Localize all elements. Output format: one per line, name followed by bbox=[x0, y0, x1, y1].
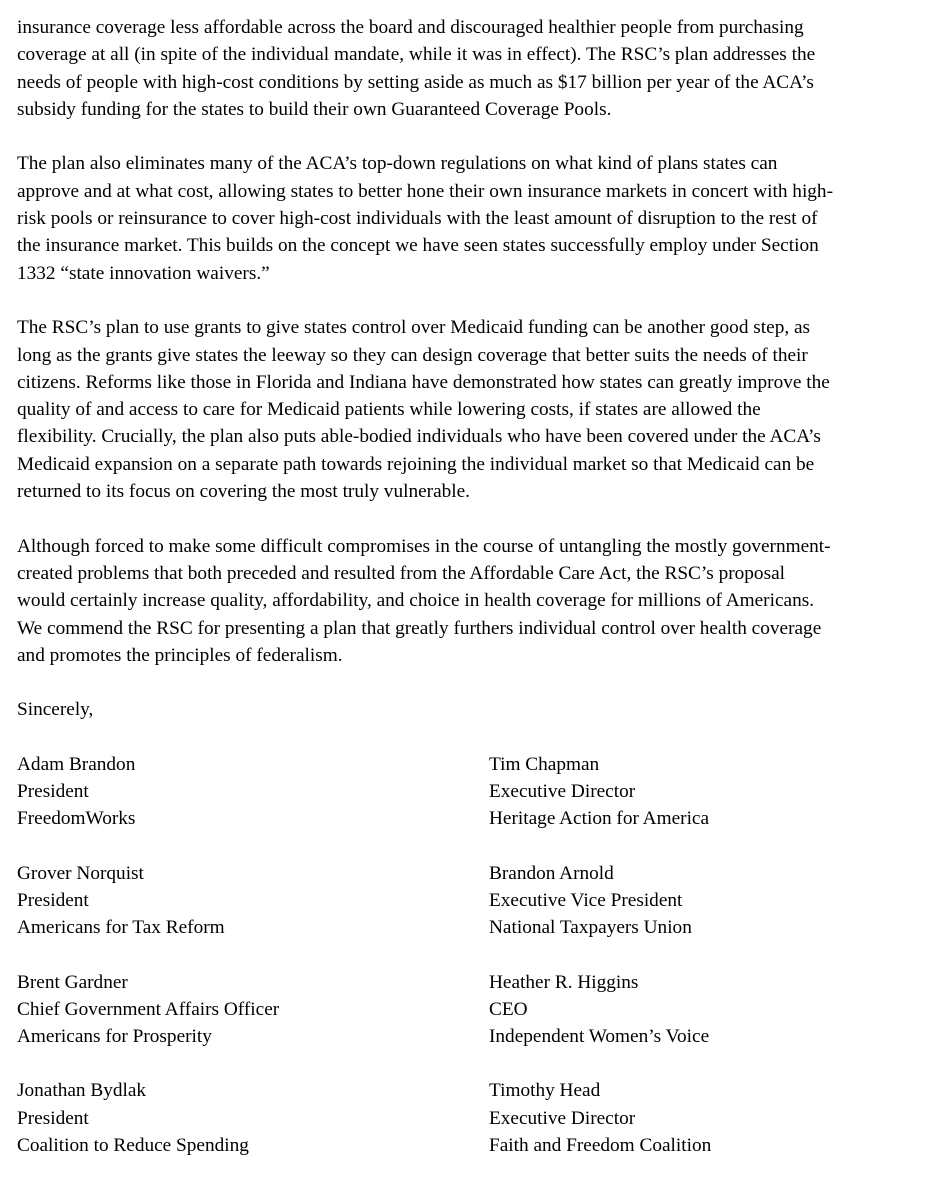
text-line: coverage at all (in spite of the individual mandate, while it was in effect). The RSC’s plan addresses the bbox=[17, 44, 816, 66]
text-line: 1332 “state innovation waivers.” bbox=[17, 262, 270, 284]
text-line: the insurance market. This builds on the concept we have seen states successfully employ under Section bbox=[17, 235, 819, 257]
letter-page bbox=[17, 14, 915, 1159]
paragraph-subsidies bbox=[17, 14, 915, 123]
text-line: and promotes the principles of federalism. bbox=[17, 644, 343, 666]
letter-body bbox=[17, 14, 915, 669]
text-line: citizens. Reforms like those in Florida and Indiana have demonstrated how states can greatly improve the bbox=[17, 371, 830, 393]
signer-block bbox=[17, 751, 489, 833]
text-line: insurance coverage less affordable across the board and discouraged healthier people from purchasing bbox=[17, 17, 804, 38]
signer-title: CEO bbox=[489, 998, 528, 1020]
text-line: flexibility. Crucially, the plan also puts able-bodied individuals who have been covered under the ACA’s bbox=[17, 426, 821, 448]
signatories bbox=[17, 751, 915, 1160]
text-line: returned to its focus on covering the most truly vulnerable. bbox=[17, 481, 470, 503]
signer-name: Tim Chapman bbox=[489, 753, 600, 775]
signer-name: Adam Brandon bbox=[17, 753, 136, 775]
text-line: needs of people with high-cost conditions by setting aside as much as $17 billion per year of the ACA’s bbox=[17, 71, 814, 93]
signer-organization: Coalition to Reduce Spending bbox=[17, 1134, 249, 1156]
signer-name: Heather R. Higgins bbox=[489, 971, 639, 993]
signer-organization: Heritage Action for America bbox=[489, 808, 710, 830]
paragraph-conclusion bbox=[17, 533, 915, 669]
text-line: Medicaid expansion on a separate path towards rejoining the individual market so that Medicaid can be bbox=[17, 453, 815, 475]
signer-organization: FreedomWorks bbox=[17, 808, 136, 830]
signer-organization: Americans for Prosperity bbox=[17, 1026, 212, 1048]
signer-block bbox=[17, 1077, 489, 1159]
signer-block bbox=[17, 969, 489, 1051]
signer-title: Chief Government Affairs Officer bbox=[17, 998, 280, 1020]
text-line: The RSC’s plan to use grants to give states control over Medicaid funding can be another good step, as bbox=[17, 317, 811, 339]
text-line: We commend the RSC for presenting a plan that greatly furthers individual control over health coverage bbox=[17, 617, 822, 639]
signer-organization: National Taxpayers Union bbox=[489, 917, 692, 939]
paragraph-regulations bbox=[17, 150, 915, 286]
signer-block bbox=[489, 751, 909, 833]
text-line: risk pools or reinsurance to cover high-cost individuals with the least amount of disruption to the rest of bbox=[17, 208, 818, 230]
signer-name: Timothy Head bbox=[489, 1080, 601, 1102]
text-line: subsidy funding for the states to build their own Guaranteed Coverage Pools. bbox=[17, 98, 612, 120]
signer-organization: Faith and Freedom Coalition bbox=[489, 1134, 712, 1156]
signer-title: Executive Director bbox=[489, 781, 636, 803]
text-line: created problems that both preceded and resulted from the Affordable Care Act, the RSC’s proposal bbox=[17, 562, 785, 584]
signer-block bbox=[489, 860, 909, 942]
signer-title: President bbox=[17, 889, 89, 911]
text-line: long as the grants give states the leeway so they can design coverage that better suits the needs of their bbox=[17, 344, 808, 366]
signer-title: Executive Director bbox=[489, 1107, 636, 1129]
text-line: would certainly increase quality, affordability, and choice in health coverage for millions of Americans. bbox=[17, 590, 815, 612]
text-line: approve and at what cost, allowing states to better hone their own insurance markets in concert with high- bbox=[17, 180, 833, 202]
signer-organization: Americans for Tax Reform bbox=[17, 917, 225, 939]
signer-block bbox=[489, 969, 909, 1051]
text-line: The plan also eliminates many of the ACA’s top-down regulations on what kind of plans states can bbox=[17, 153, 778, 175]
signer-name: Brent Gardner bbox=[17, 971, 128, 993]
signer-title: President bbox=[17, 1107, 89, 1129]
signer-name: Jonathan Bydlak bbox=[17, 1080, 147, 1102]
closing-salutation: Sincerely, bbox=[17, 699, 94, 721]
paragraph-medicaid bbox=[17, 314, 915, 505]
text-line: Although forced to make some difficult compromises in the course of untangling the mostly government- bbox=[17, 535, 831, 557]
signer-organization: Independent Women’s Voice bbox=[489, 1026, 710, 1048]
signer-name: Grover Norquist bbox=[17, 862, 144, 884]
text-line: quality of and access to care for Medicaid patients while lowering costs, if states are allowed the bbox=[17, 399, 761, 421]
signer-title: Executive Vice President bbox=[489, 889, 683, 911]
signer-block bbox=[17, 860, 489, 942]
signer-block bbox=[489, 1077, 909, 1159]
signer-title: President bbox=[17, 781, 89, 803]
signer-name: Brandon Arnold bbox=[489, 862, 614, 884]
